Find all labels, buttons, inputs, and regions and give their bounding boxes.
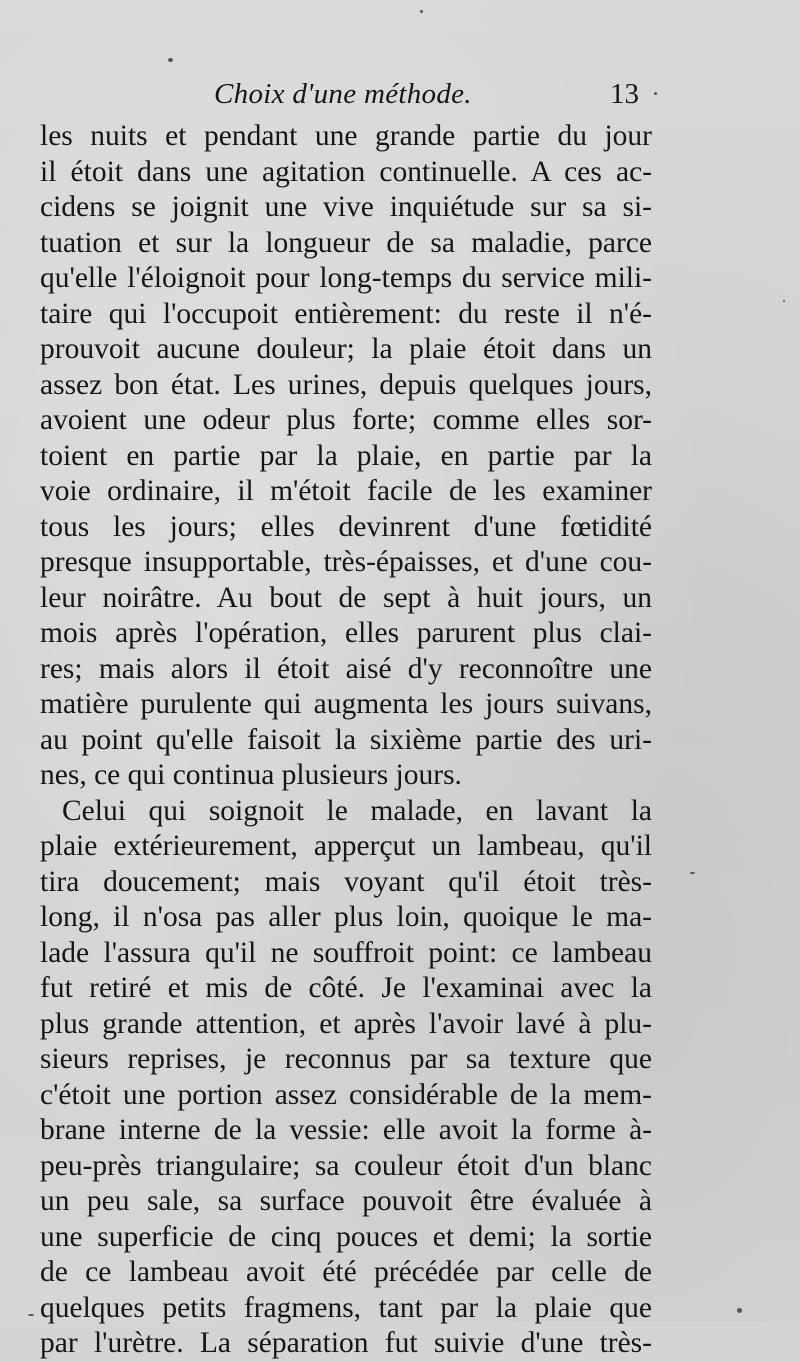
- text-line: un peu sale, sa surface pouvoit être évaluée à: [40, 1185, 652, 1217]
- text-line: brane interne de la vessie: elle avoit la forme à-: [40, 1114, 652, 1146]
- text-line: plus grande attention, et après l'avoir lavé à plu-: [40, 1007, 652, 1040]
- text-line: qu'elle l'éloignoit pour long-temps du service mili-: [40, 262, 652, 294]
- text-line: une superficie de cinq pouces et demi; la sortie: [40, 1220, 652, 1253]
- page-header: [0, 78, 800, 120]
- ink-speck: [168, 58, 173, 62]
- ink-speck: [690, 872, 695, 874]
- text-line: prouvoit aucune douleur; la plaie étoit dans un: [40, 333, 652, 365]
- text-line: res; mais alors il étoit aisé d'y reconnoître une: [40, 652, 652, 685]
- body-text: [40, 119, 652, 1362]
- text-line: peu-près triangulaire; sa couleur étoit d'un blanc: [40, 1149, 652, 1182]
- text-line: taire qui l'occupoit entièrement: du reste il n'é-: [40, 297, 652, 330]
- page-number: 13: [610, 78, 639, 110]
- text-line: assez bon état. Les urines, depuis quelques jours,: [40, 368, 652, 401]
- text-line: tuation et sur la longueur de sa maladie, parce: [40, 226, 652, 259]
- text-line: au point qu'elle faisoit la sixième partie des uri-: [40, 723, 652, 756]
- text-line: les nuits et pendant une grande partie du jour: [40, 120, 652, 152]
- text-line: presque insupportable, très-épaisses, et d'une cou-: [40, 546, 652, 578]
- text-line: matière purulente qui augmenta les jours suivans,: [40, 688, 652, 720]
- ink-speck: [28, 1314, 34, 1316]
- text-line: avoient une odeur plus forte; comme elles sor-: [40, 404, 652, 436]
- ink-speck: [783, 300, 785, 302]
- text-line: cidens se joignit une vive inquiétude sur sa si-: [40, 191, 652, 223]
- ink-speck: [737, 1308, 742, 1313]
- text-line: tous les jours; elles devinrent d'une fœtidité: [40, 510, 652, 543]
- running-title: Choix d'une méthode.: [214, 78, 472, 110]
- text-line: toient en partie par la plaie, en partie par la: [40, 439, 652, 472]
- text-line: plaie extérieurement, apperçut un lambeau, qu'il: [40, 830, 652, 862]
- paragraph-last-line: nes, ce qui continua plusieurs jours.: [40, 759, 462, 791]
- text-line: de ce lambeau avoit été précédée par celle de: [40, 1256, 652, 1288]
- text-line: long, il n'osa pas aller plus loin, quoique le ma-: [40, 901, 652, 933]
- text-line: c'étoit une portion assez considérable de la mem-: [40, 1078, 652, 1111]
- paragraph-first-line: Celui qui soignoit le malade, en lavant la: [62, 794, 652, 827]
- text-line: lade l'assura qu'il ne souffroit point: ce lambeau: [40, 936, 652, 969]
- text-line: fut retiré et mis de côté. Je l'examinai avec la: [40, 972, 652, 1004]
- text-line: par l'urètre. La séparation fut suivie d'une très-: [40, 1327, 652, 1359]
- text-line: mois après l'opération, elles parurent plus clai-: [40, 617, 652, 649]
- text-line: tira doucement; mais voyant qu'il étoit très-: [40, 865, 652, 898]
- text-line: voie ordinaire, il m'étoit facile de les examiner: [40, 475, 652, 507]
- text-line: sieurs reprises, je reconnus par sa texture que: [40, 1043, 652, 1075]
- text-line: il étoit dans une agitation continuelle. A ces ac-: [40, 155, 652, 188]
- ink-speck: [420, 10, 423, 13]
- text-line: quelques petits fragmens, tant par la plaie que: [40, 1291, 652, 1324]
- text-line: leur noirâtre. Au bout de sept à huit jours, un: [40, 581, 652, 614]
